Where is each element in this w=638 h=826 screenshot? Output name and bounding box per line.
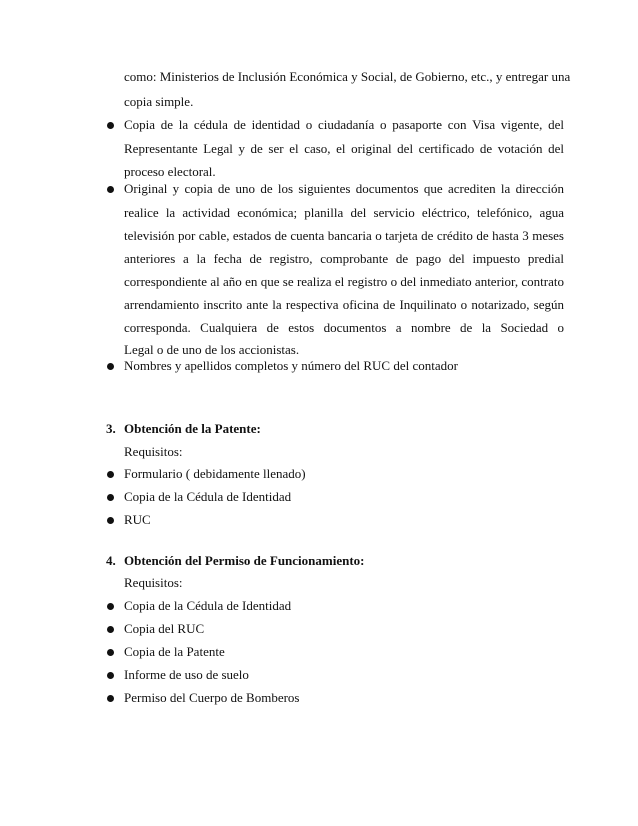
bullet-icon: [107, 695, 114, 702]
section4-item: Copia de la Cédula de Identidad: [124, 598, 292, 613]
section4-item: Copia del RUC: [124, 621, 205, 636]
bullet2-line-7: corresponda. Cualquiera de estos documentos a nombre de la Sociedad o: [124, 320, 564, 335]
intro-line-1: como: Ministerios de Inclusión Económica y Social, de Gobierno, etc., y entregar una: [124, 69, 571, 84]
bullet-icon: [107, 186, 114, 193]
bullet-icon: [107, 649, 114, 656]
section3-subtitle: Requisitos:: [124, 444, 183, 459]
section3-number: 3.: [106, 421, 116, 436]
section3-item: RUC: [124, 512, 151, 527]
bullet2-line-2: realice la actividad económica; planilla del servicio eléctrico, telefónico, agua: [124, 205, 564, 220]
bullet2-line-8: Legal o de uno de los accionistas.: [124, 342, 300, 357]
section4-item: Permiso del Cuerpo de Bomberos: [124, 690, 300, 705]
bullet-icon: [107, 517, 114, 524]
section4-item: Informe de uso de suelo: [124, 667, 249, 682]
bullet-icon: [107, 363, 114, 370]
bullet-icon: [107, 494, 114, 501]
section4-number: 4.: [106, 553, 116, 568]
bullet-icon: [107, 603, 114, 610]
bullet1-line-2: Representante Legal y de ser el caso, el original del certificado de votación del: [124, 141, 564, 156]
bullet2-line-3: televisión por cable, estados de cuenta bancaria o tarjeta de crédito de hasta 3 meses: [124, 228, 564, 243]
bullet3-line-1: Nombres y apellidos completos y número del RUC del contador: [124, 358, 458, 373]
section4-subtitle: Requisitos:: [124, 575, 183, 590]
section3-title: Obtención de la Patente:: [124, 421, 261, 436]
bullet2-line-6: arrendamiento inscrito ante la respectiva oficina de Inquilinato o notarizado, según: [124, 297, 564, 312]
bullet1-line-3: proceso electoral.: [124, 164, 216, 179]
section3-item: Formulario ( debidamente llenado): [124, 466, 306, 481]
bullet-icon: [107, 672, 114, 679]
bullet-icon: [107, 122, 114, 129]
section4-title: Obtención del Permiso de Funcionamiento:: [124, 553, 365, 568]
bullet1-line-1: Copia de la cédula de identidad o ciudadanía o pasaporte con Visa vigente, del: [124, 117, 564, 132]
bullet2-line-4: anteriores a la fecha de registro, comprobante de pago del impuesto predial: [124, 251, 564, 266]
bullet-icon: [107, 626, 114, 633]
bullet2-line-5: correspondiente al año en que se realiza el registro o del inmediato anterior, contrato: [124, 274, 564, 289]
section3-item: Copia de la Cédula de Identidad: [124, 489, 292, 504]
section4-item: Copia de la Patente: [124, 644, 225, 659]
intro-line-2: copia simple.: [124, 94, 194, 109]
bullet2-line-1: Original y copia de uno de los siguientes documentos que acrediten la dirección: [124, 181, 564, 196]
bullet-icon: [107, 471, 114, 478]
